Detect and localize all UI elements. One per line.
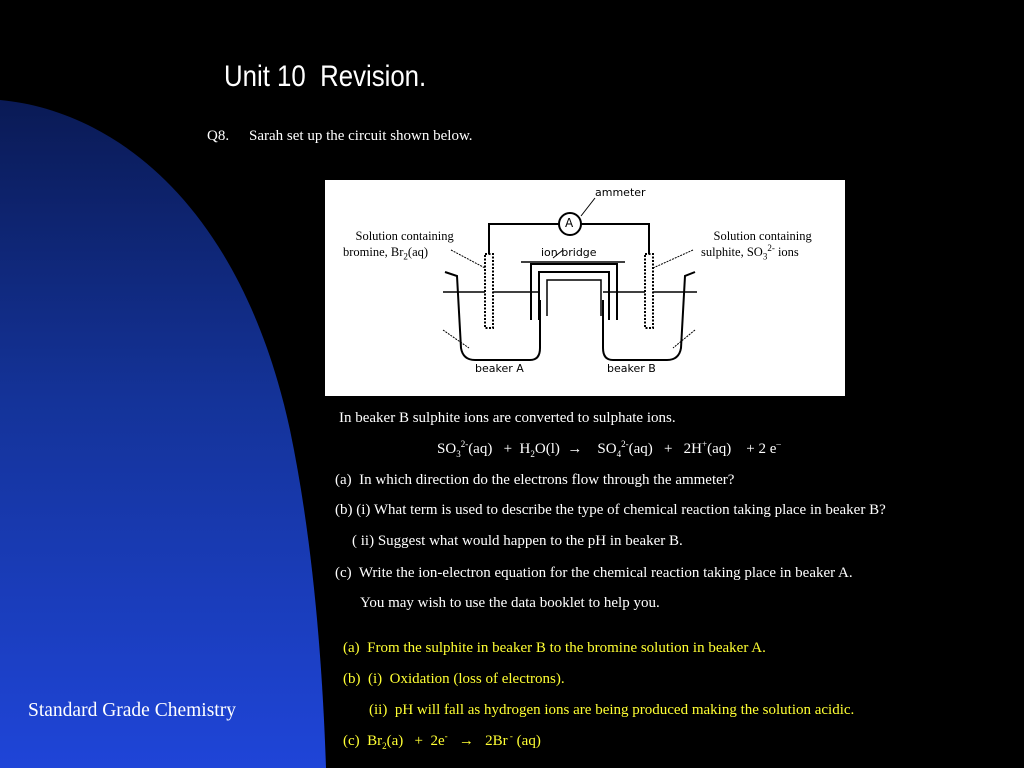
right-solution-label	[701, 212, 812, 276]
right-label-sub: 3	[762, 251, 768, 262]
eq-so4-sup: 2-	[621, 439, 629, 449]
right-label-line1: Solution containing	[713, 229, 812, 243]
circuit-diagram	[325, 180, 845, 396]
answer-c-br: (c) Br	[343, 733, 383, 749]
eq-so4: SO	[597, 441, 617, 457]
eq-h-sup: +	[702, 439, 708, 449]
answer-c-sub: 2	[382, 741, 387, 751]
answer-c-arrow: →	[458, 733, 474, 749]
right-label-end: ions	[774, 245, 799, 259]
question-c-hint: You may wish to use the data booklet to help you.	[360, 595, 660, 611]
eq-part1: (aq) + H	[468, 441, 531, 457]
eq-arrow: →	[567, 441, 583, 457]
answer-c-br-sup: -	[507, 731, 513, 741]
left-label-text: bromine, Br	[343, 245, 404, 259]
slide-title: Unit 10 Revision.	[224, 60, 427, 93]
answer-b-i: (b) (i) Oxidation (loss of electrons).	[343, 671, 565, 687]
answer-c-e-sup: -	[444, 731, 448, 741]
eq-part2: (aq) + 2H	[628, 441, 703, 457]
ammeter-symbol: A	[565, 216, 574, 230]
question-b-ii: ( ii) Suggest what would happen to the pH in beaker B.	[352, 533, 683, 549]
question-c: (c) Write the ion-electron equation for the chemical reaction taking place in beaker A.	[335, 565, 853, 581]
eq-so3-sup: 2-	[460, 439, 469, 449]
question-b-i: (b) (i) What term is used to describe the type of chemical reaction taking place in beaker B?	[335, 502, 886, 518]
eq-so3-sub: 3	[456, 449, 461, 459]
eq-h2o-sub: 2	[530, 449, 535, 459]
beaker-a-label: beaker A	[475, 362, 524, 375]
question-intro: Sarah set up the circuit shown below.	[249, 128, 473, 144]
question-number: Q8.	[207, 128, 230, 144]
eq-e-sup: –	[776, 439, 781, 449]
beaker-b-label: beaker B	[607, 362, 656, 375]
answer-c-end: (aq)	[512, 733, 541, 749]
answer-c-mid: (a) + 2e	[386, 733, 445, 749]
eq-part3: (aq) + 2 e	[707, 441, 777, 457]
right-label-sup: 2-	[767, 242, 775, 253]
answer-c-2br: 2Br	[485, 733, 508, 749]
ammeter-label: ammeter	[595, 186, 646, 199]
half-equation	[437, 440, 781, 458]
left-label-sub: 2	[403, 251, 408, 262]
eq-so3: SO	[437, 441, 457, 457]
answer-b-ii: (ii) pH will fall as hydrogen ions are being produced making the solution acidic.	[369, 702, 855, 718]
footer-course-name: Standard Grade Chemistry	[28, 700, 236, 721]
answer-a: (a) From the sulphite in beaker B to the bromine solution in beaker A.	[343, 640, 766, 656]
sulphite-statement: In beaker B sulphite ions are converted to sulphate ions.	[339, 410, 676, 426]
ion-bridge-label: ion bridge	[541, 246, 597, 259]
eq-so4-sub: 4	[616, 449, 622, 459]
left-solution-label	[343, 212, 454, 276]
left-label-end: (aq)	[407, 245, 429, 259]
left-label-line1: Solution containing	[355, 229, 454, 243]
question-a: (a) In which direction do the electrons flow through the ammeter?	[335, 472, 735, 488]
eq-h2o: O(l)	[534, 441, 560, 457]
right-label-text: sulphite, SO	[701, 245, 763, 259]
answer-c	[343, 732, 541, 750]
